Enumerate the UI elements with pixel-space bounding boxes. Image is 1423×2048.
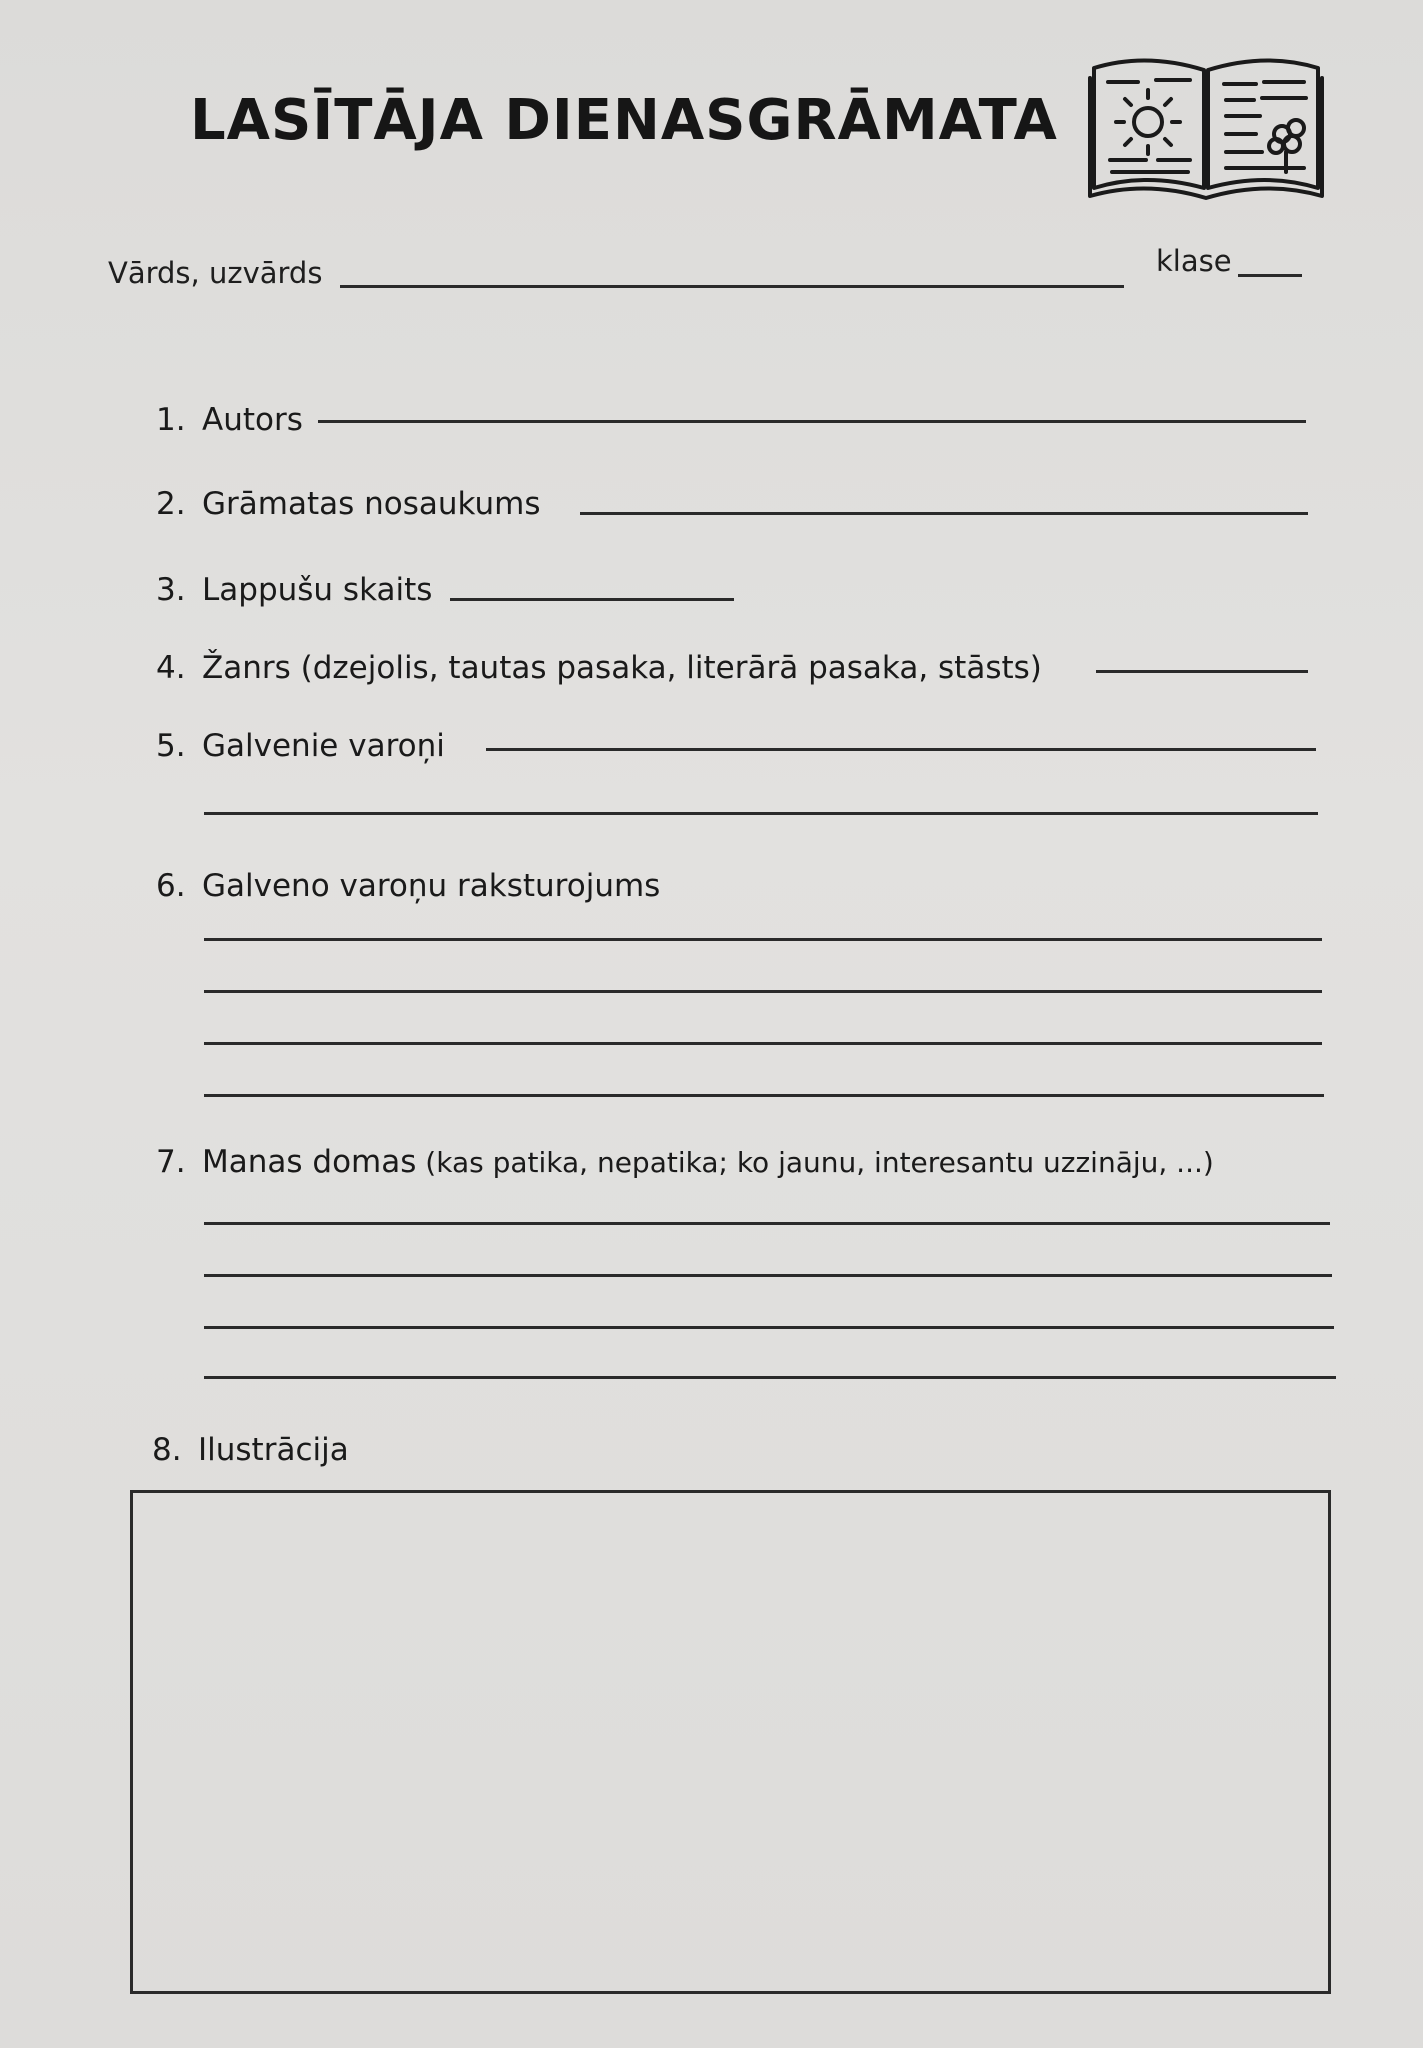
question-number: 4.	[156, 650, 186, 686]
question-4	[156, 650, 1042, 686]
page-title: LASĪTĀJA DIENASGRĀMATA	[190, 88, 1058, 153]
question-label: Lappušu skaits	[202, 572, 433, 608]
illustration-box[interactable]	[130, 1490, 1331, 1994]
question-number: 6.	[156, 868, 186, 904]
answer-line[interactable]	[204, 812, 1318, 815]
question-number: 7.	[156, 1144, 186, 1180]
question-7	[156, 1144, 1214, 1180]
question-number: 1.	[156, 402, 186, 438]
question-8	[152, 1432, 349, 1468]
question-5	[156, 728, 445, 764]
open-book-icon	[1086, 48, 1326, 200]
question-number: 5.	[156, 728, 186, 764]
question-label: Manas domas	[202, 1144, 417, 1180]
answer-line[interactable]	[204, 938, 1322, 941]
answer-line[interactable]	[204, 1222, 1330, 1225]
question-label: Galveno varoņu raksturojums	[202, 868, 661, 904]
question-label: Ilustrācija	[198, 1432, 349, 1468]
answer-line[interactable]	[204, 1094, 1324, 1097]
question-number: 2.	[156, 486, 186, 522]
question-hint: (kas patika, nepatika; ko jaunu, interesantu uzzināju, ...)	[416, 1146, 1214, 1179]
name-input-line[interactable]	[340, 285, 1124, 288]
question-2	[156, 486, 541, 522]
question-label: Žanrs (dzejolis, tautas pasaka, literārā pasaka, stāsts)	[202, 650, 1042, 686]
answer-line[interactable]	[204, 1376, 1336, 1379]
answer-line[interactable]	[318, 420, 1306, 423]
class-label: klase	[1156, 244, 1232, 278]
answer-line[interactable]	[1096, 670, 1308, 673]
question-1	[156, 402, 303, 438]
answer-line[interactable]	[204, 1326, 1334, 1329]
class-input-line[interactable]	[1238, 274, 1302, 277]
answer-line[interactable]	[204, 990, 1322, 993]
answer-line[interactable]	[580, 512, 1308, 515]
answer-line[interactable]	[204, 1274, 1332, 1277]
question-label: Autors	[202, 402, 303, 438]
question-6	[156, 868, 660, 904]
answer-line[interactable]	[204, 1042, 1322, 1045]
question-label: Grāmatas nosaukums	[202, 486, 541, 522]
question-label: Galvenie varoņi	[202, 728, 445, 764]
question-number: 8.	[152, 1432, 182, 1468]
question-3	[156, 572, 432, 608]
question-number: 3.	[156, 572, 186, 608]
name-label: Vārds, uzvārds	[108, 256, 323, 290]
answer-line[interactable]	[450, 598, 734, 601]
answer-line[interactable]	[486, 748, 1316, 751]
